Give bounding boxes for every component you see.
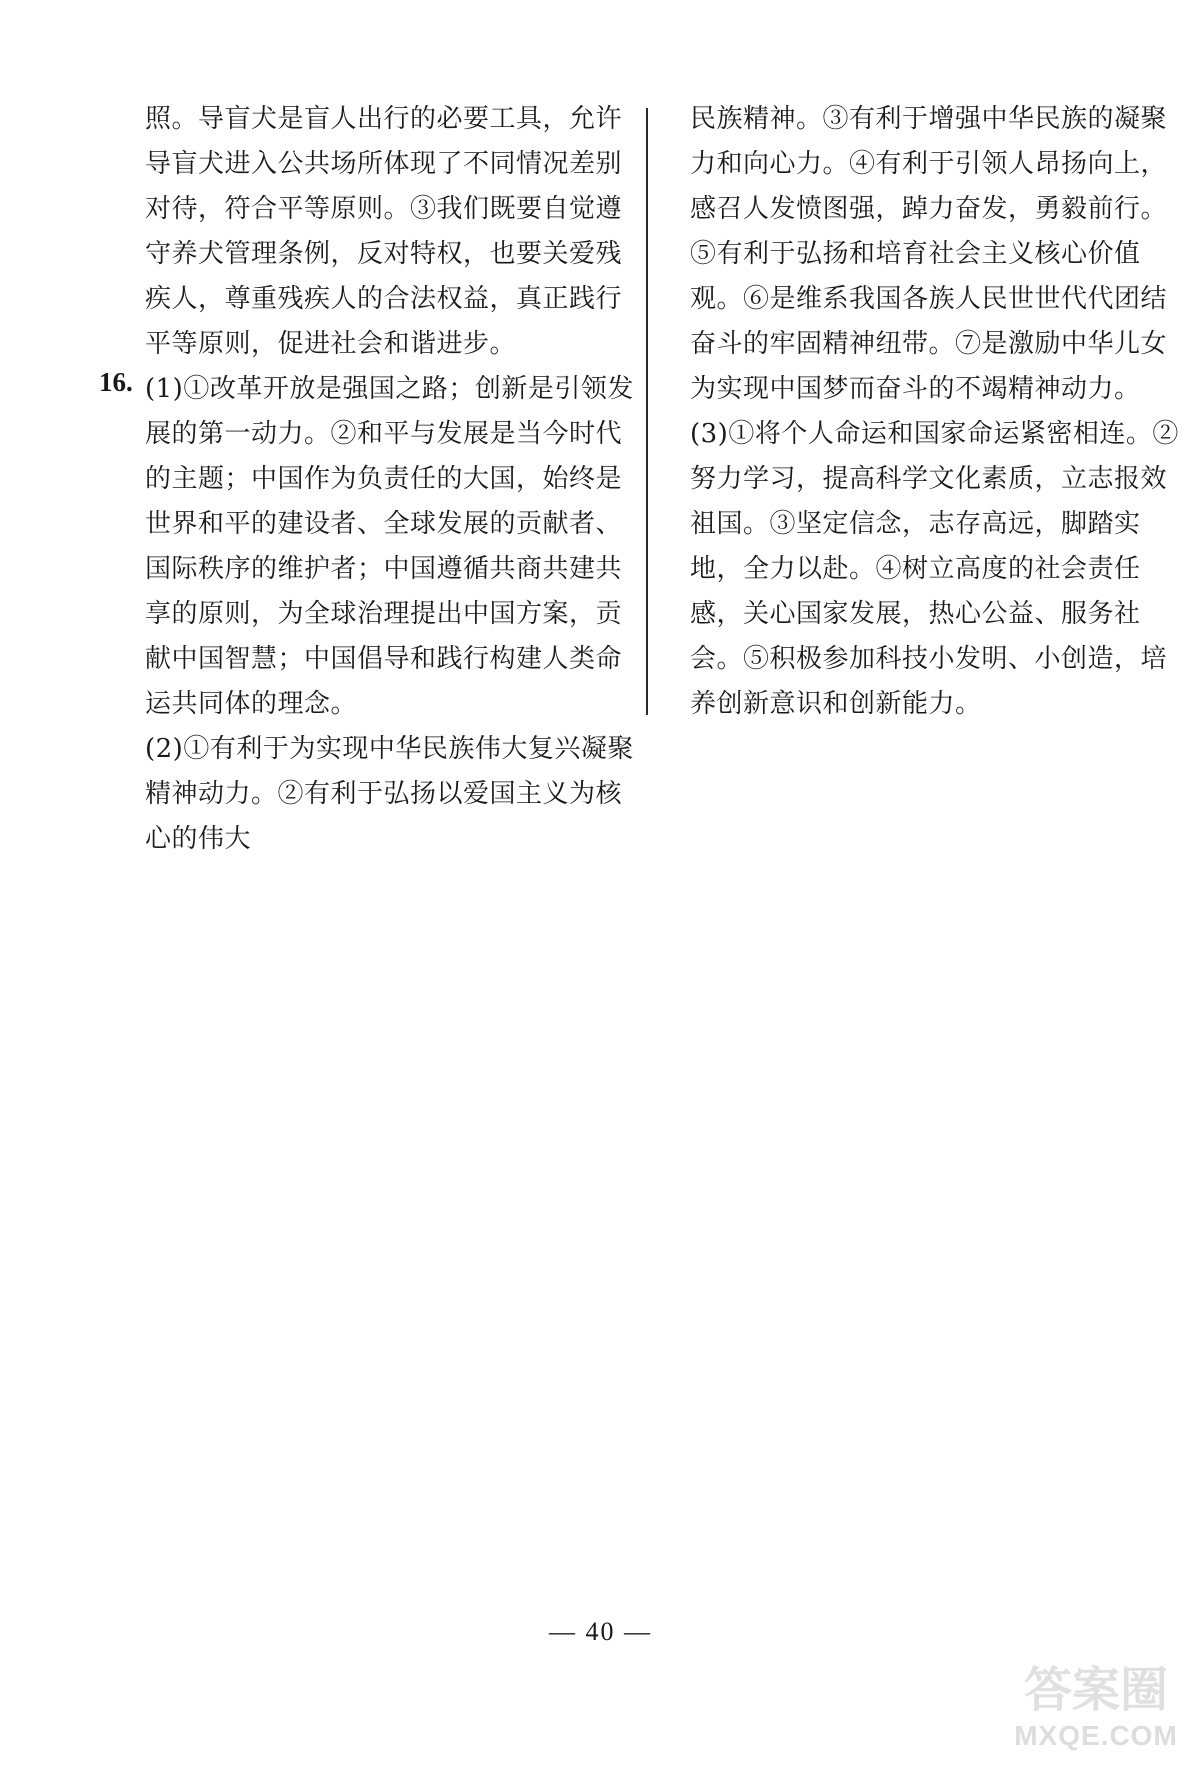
watermark-logo <box>1011 1662 1181 1772</box>
answer-16-part-1: (1)①改革开放是强国之路；创新是引领发展的第一动力。②和平与发展是当今时代的主题；中国作为负责任的大国，始终是世界和平的建设者、全球发展的贡献者、国际秩序的维护者；中国遵循共商共建共享的原则，为全球治理提出中国方案，贡献中国智慧；中国倡导和践行构建人类命运共同体的理念。 <box>145 374 634 719</box>
watermark-url: MXQE.COM <box>1014 1720 1178 1751</box>
left-column <box>99 97 640 862</box>
answer-16-part-2: (2)①有利于为实现中华民族伟大复兴凝聚精神动力。②有利于弘扬以爱国主义为核心的伟大 <box>145 734 634 854</box>
answer-16-part-3: (3)①将个人命运和国家命运紧密相连。②努力学习，提高科学文化素质，立志报效祖国。③坚定信念，志存高远，脚踏实地，全力以赴。④树立高度的社会责任感，关心国家发展，热心公益、服务社会。⑤积极参加科技小发明、小创造，培养创新意识和创新能力。 <box>690 419 1179 719</box>
page-number: — 40 — <box>549 1617 652 1646</box>
answer-16-part-2-continuation: 民族精神。③有利于增强中华民族的凝聚力和向心力。④有利于引领人昂扬向上，感召人发愤图强，踔力奋发，勇毅前行。⑤有利于弘扬和培育社会主义核心价值观。⑥是维系我国各族人民世世代代团结奋斗的牢固精神纽带。⑦是激励中华儿女为实现中国梦而奋斗的不竭精神动力。 <box>690 104 1168 404</box>
question-number-16: 16. <box>99 367 133 397</box>
column-divider <box>646 108 648 715</box>
right-column <box>690 97 1182 727</box>
question-16-block <box>99 367 640 727</box>
answer-15-continuation: 照。导盲犬是盲人出行的必要工具，允许导盲犬进入公共场所体现了不同情况差别对待，符合平等原则。③我们既要自觉遵守养犬管理条例，反对特权，也要关爱残疾人，尊重残疾人的合法权益，真正践行平等原则，促进社会和谐进步。 <box>145 104 623 359</box>
watermark-text: 答案圈 <box>1023 1664 1168 1717</box>
